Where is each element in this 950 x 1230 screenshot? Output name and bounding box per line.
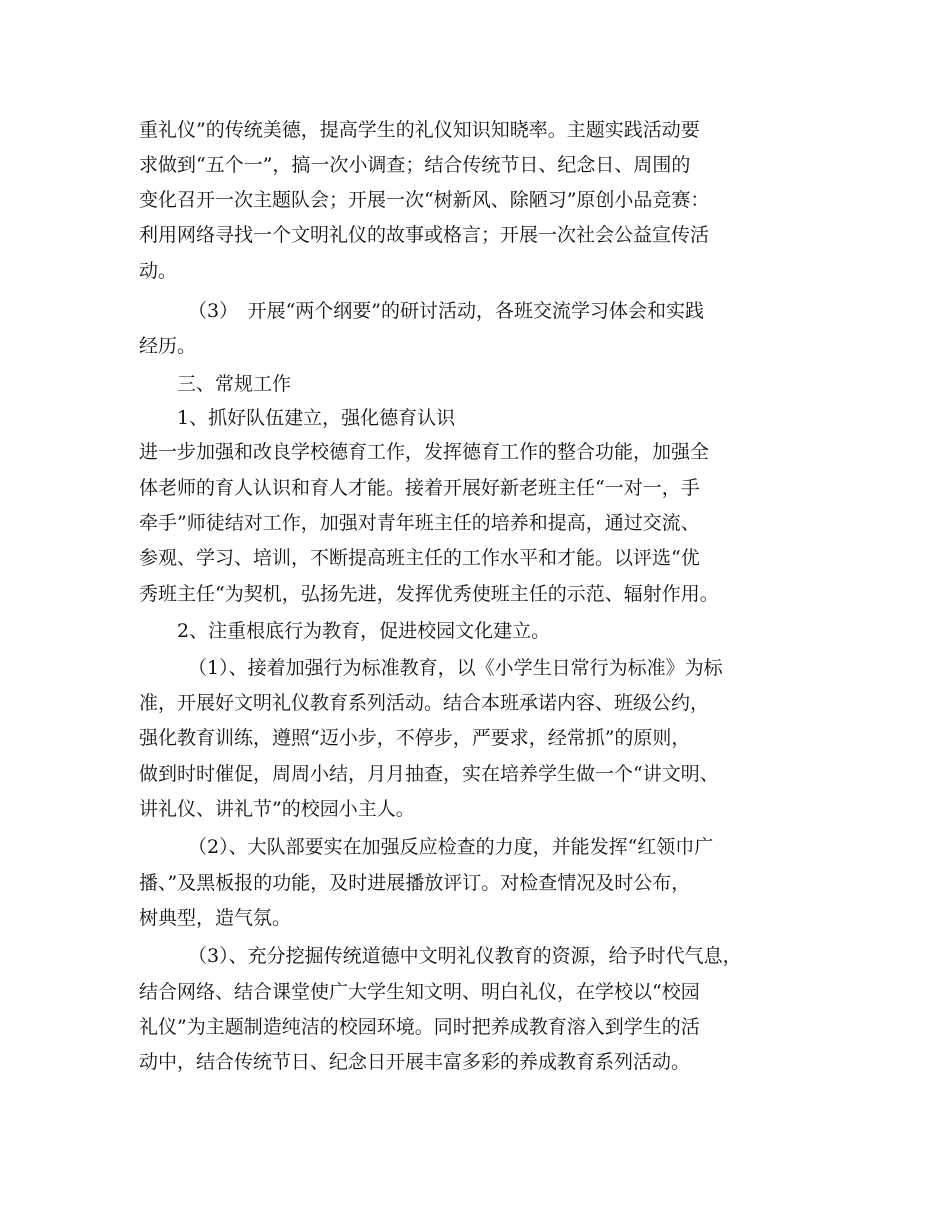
text-line: （3） 开展“两个纲要”的研讨活动，各班交流学习体会和实践: [188, 300, 705, 322]
text-line: 讲礼仪、讲礼节”的校园小主人。: [139, 798, 415, 820]
text-line: 体老师的育人认识和育人才能。接着开展好新老班主任“一对一，手: [139, 477, 700, 499]
text-line: 秀班主任“为契机，弘扬先进，发挥优秀使班主任的示范、辐射作用。: [139, 583, 719, 605]
text-line: 求做到“五个一”，搞一次小调查；结合传统节日、纪念日、周围的: [139, 154, 691, 176]
text-line: 重礼仪”的传统美德，提高学生的礼仪知识知晓率。主题实践活动要: [139, 119, 700, 141]
text-line: 经历。: [139, 335, 197, 357]
text-line: （1）、接着加强行为标准教育，以《小学生日常行为标准》为标: [188, 657, 723, 679]
text-line: 变化召开一次主题队会；开展一次“树新风、除陋习”原创小品竞赛：: [139, 189, 710, 211]
text-line: 强化教育训练，遵照“迈小步，不停步，严要求，经常抓”的原则，: [139, 727, 691, 749]
subsection-heading: 2、注重根底行为教育，促进校园文化建立。: [177, 620, 551, 642]
text-line: 树典型，造气氛。: [139, 907, 292, 929]
text-line: （3）、充分挖掘传统道德中文明礼仪教育的资源，给予时代气息，: [188, 945, 742, 967]
text-line: 动。: [139, 260, 178, 282]
text-line: 动中，结合传统节日、纪念日开展丰富多彩的养成教育系列活动。: [139, 1051, 691, 1073]
text-line: 准，开展好文明礼仪教育系列活动。结合本班承诺内容、班级公约，: [139, 692, 710, 714]
text-line: 做到时时催促，周周小结，月月抽查，实在培养学生做一个“讲文明、: [139, 763, 719, 785]
text-line: 结合网络、结合课堂使广大学生知文明、明白礼仪，在学校以“校园: [139, 981, 700, 1003]
text-line: 播、”及黑板报的功能，及时进展播放评订。对检查情况及时公布，: [139, 872, 691, 894]
subsection-heading: 1、抓好队伍建立，强化德育认识: [177, 407, 456, 429]
text-line: （2）、大队部要实在加强反应检查的力度，并能发挥“红领巾广: [188, 836, 714, 858]
text-line: 进一步加强和改良学校德育工作，发挥德育工作的整合功能，加强全: [139, 441, 710, 463]
text-line: 利用网络寻找一个文明礼仪的故事或格言；开展一次社会公益宣传活: [139, 224, 710, 246]
text-line: 礼仪”为主题制造纯洁的校园环境。同时把养成教育溶入到学生的活: [139, 1016, 700, 1038]
section-heading: 三、常规工作: [177, 373, 292, 395]
text-line: 参观、学习、培训，不断提高班主任的工作水平和才能。以评选“优: [139, 547, 700, 569]
text-line: 牵手”师徒结对工作，加强对青年班主任的培养和提高，通过交流、: [139, 512, 700, 534]
